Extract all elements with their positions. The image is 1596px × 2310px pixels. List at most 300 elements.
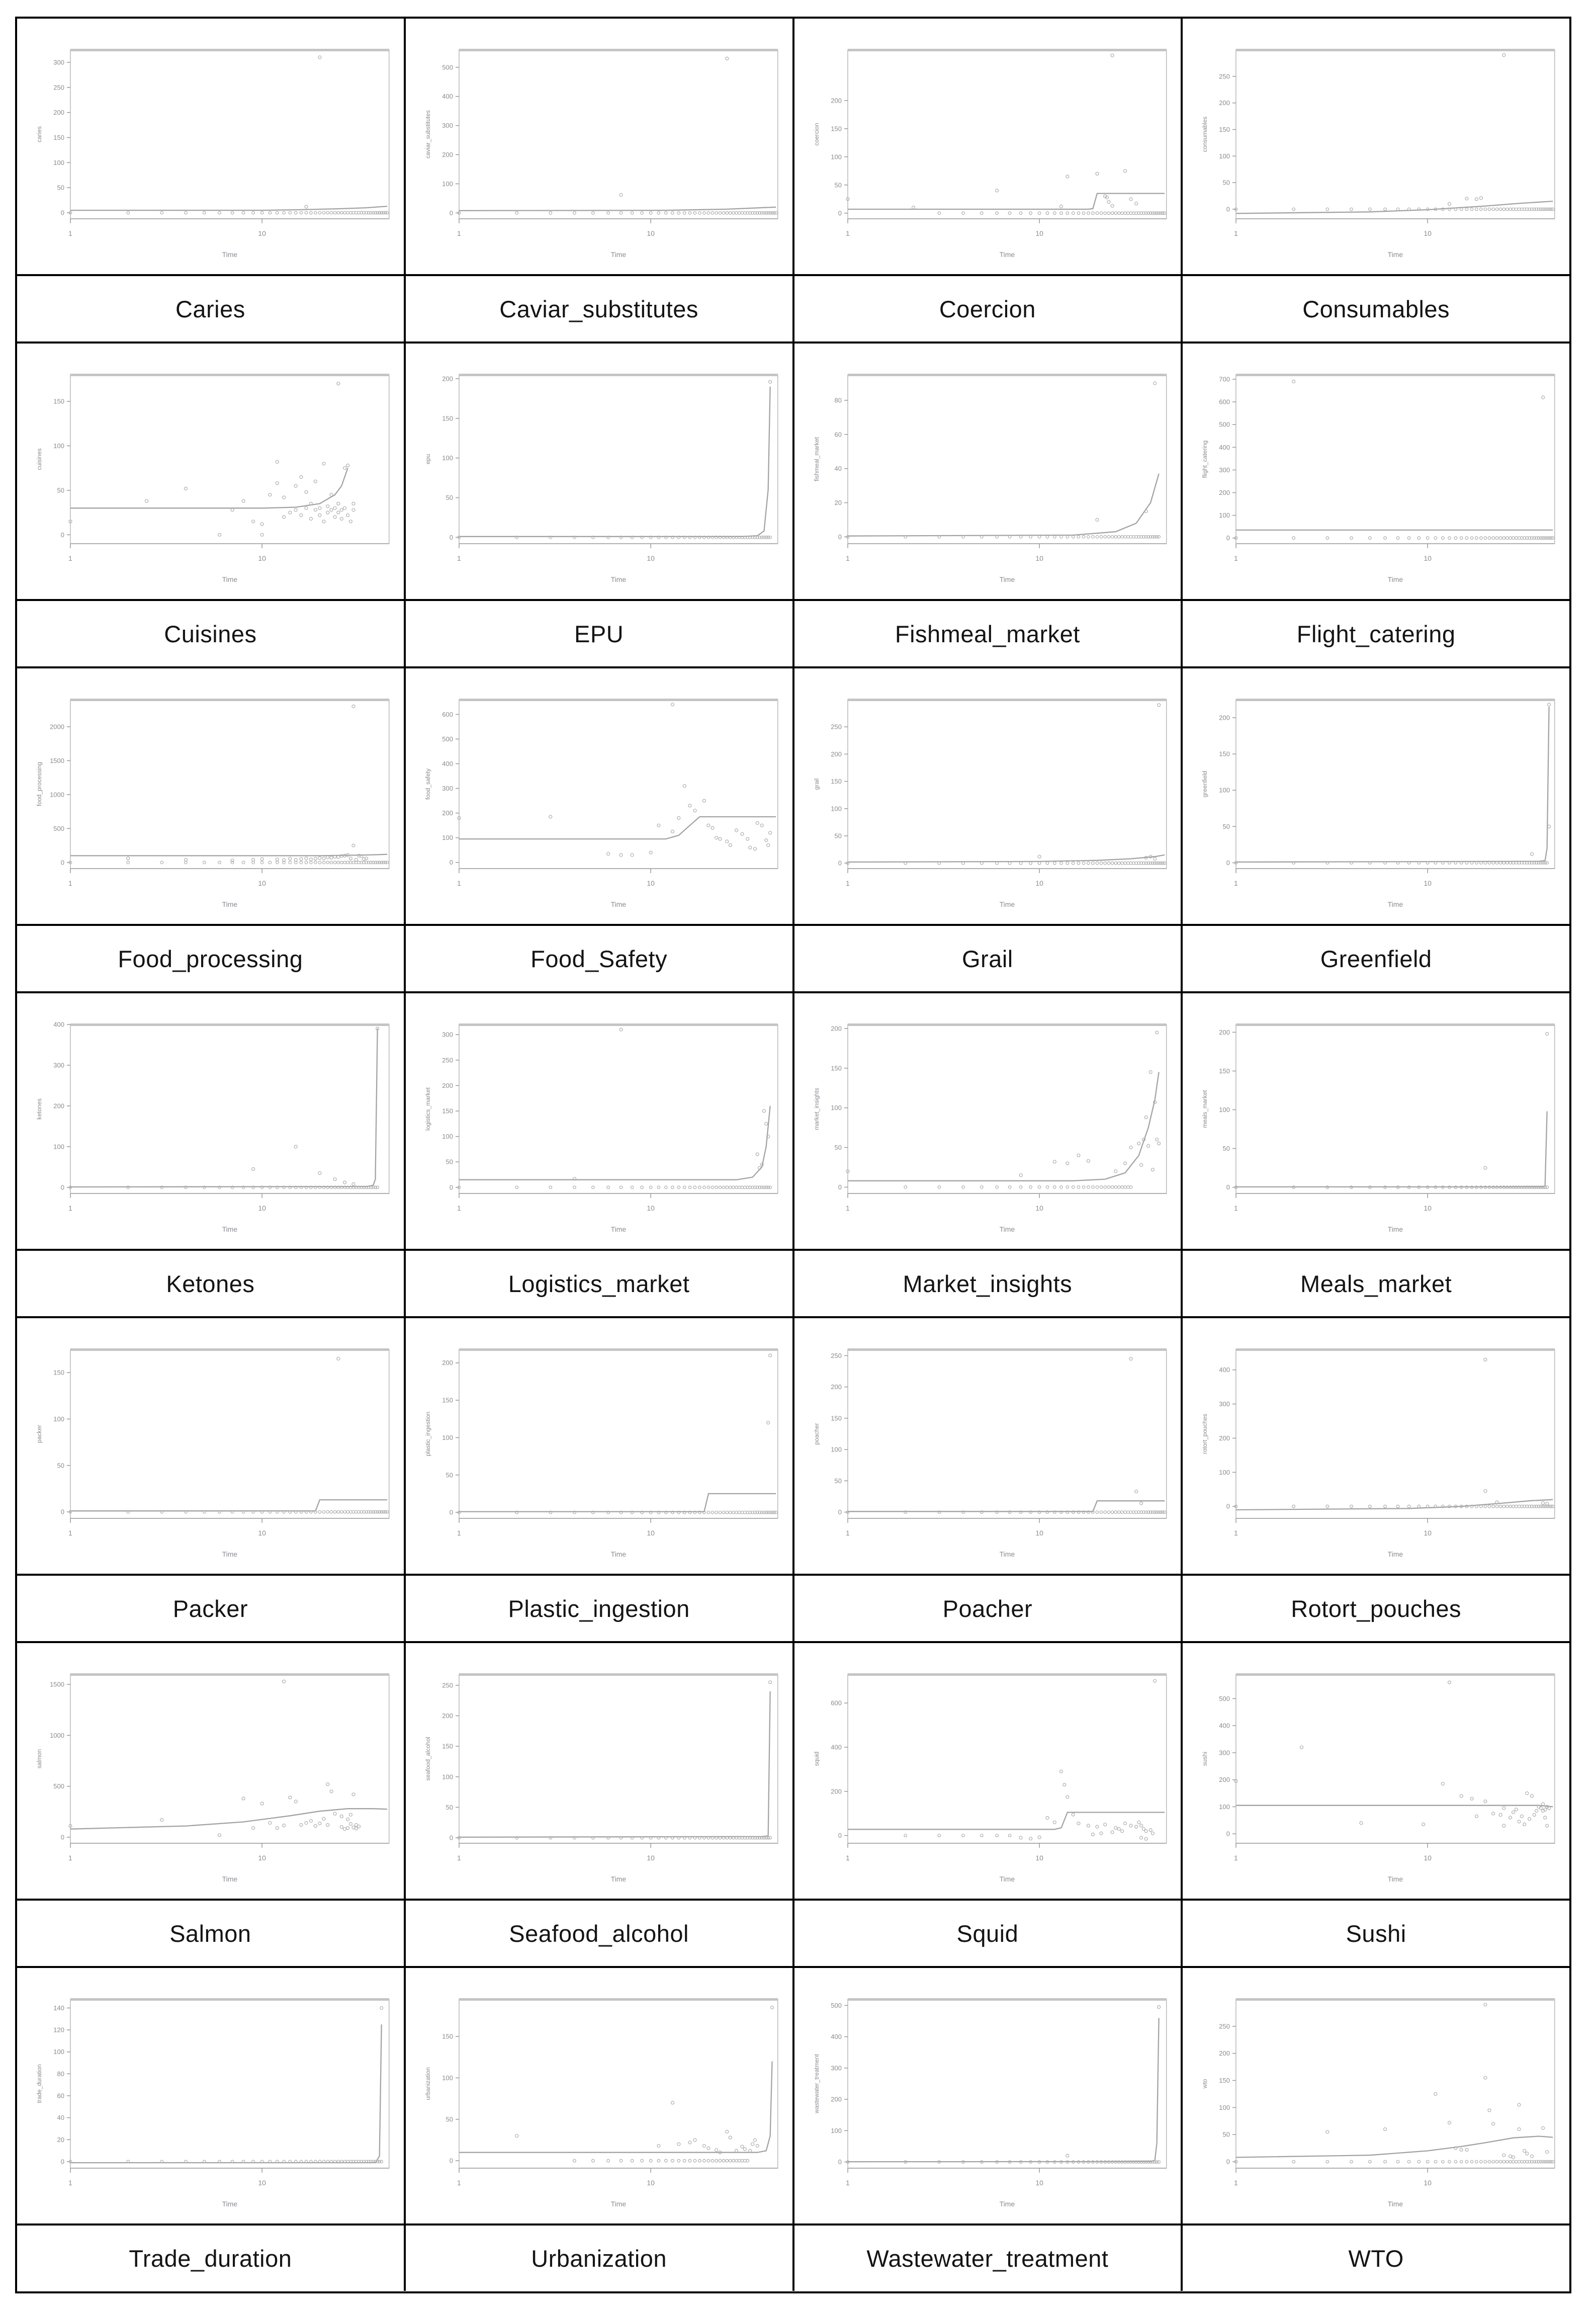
- chart-label-market-insights: [794, 1251, 1183, 1316]
- scatter-plot-svg: [1183, 993, 1569, 1249]
- chart-label-food-safety: [406, 926, 794, 991]
- x-axis-label: Time: [222, 1874, 238, 1884]
- x-axis-label: Time: [610, 1550, 626, 1559]
- plot-panel: [70, 374, 389, 544]
- svg-text:1: 1: [68, 879, 72, 888]
- svg-text:400: 400: [1219, 1366, 1230, 1374]
- x-axis-label: Time: [999, 2199, 1015, 2208]
- svg-text:50: 50: [446, 1158, 453, 1166]
- svg-text:150: 150: [442, 1396, 453, 1404]
- chart-logistics-market: [406, 993, 794, 1249]
- plot-row-5: [17, 1318, 1569, 1576]
- svg-text:1500: 1500: [50, 1680, 64, 1688]
- scatter-plot-svg: [794, 1968, 1181, 2223]
- svg-text:10: 10: [1035, 1853, 1043, 1862]
- x-axis-label: Time: [999, 1874, 1015, 1884]
- svg-text:0: 0: [60, 1183, 64, 1191]
- x-axis: [457, 869, 655, 908]
- svg-text:200: 200: [442, 375, 453, 383]
- chart-canvas-food-processing: [17, 668, 404, 924]
- x-axis: [457, 544, 655, 583]
- label-row-6: [17, 1901, 1569, 1968]
- plot-panel: [459, 1348, 778, 1518]
- svg-text:10: 10: [258, 229, 266, 238]
- svg-text:200: 200: [830, 1383, 842, 1391]
- chart-consumables: [1183, 19, 1569, 274]
- scatter-plot-svg: [17, 1968, 404, 2223]
- x-axis-label: Time: [222, 250, 238, 259]
- x-axis: [1234, 1843, 1432, 1883]
- svg-text:100: 100: [1219, 152, 1230, 160]
- svg-text:1: 1: [68, 2178, 72, 2187]
- label-row-7: [17, 2226, 1569, 2291]
- chart-label-text: Fishmeal_market: [895, 620, 1080, 647]
- chart-label-text: Squid: [956, 1920, 1019, 1947]
- svg-text:200: 200: [1219, 1776, 1230, 1784]
- svg-text:200: 200: [442, 1712, 453, 1720]
- svg-text:1: 1: [457, 1204, 461, 1213]
- svg-text:400: 400: [830, 1743, 842, 1751]
- svg-text:50: 50: [446, 494, 453, 502]
- chart-canvas-salmon: [17, 1643, 404, 1899]
- svg-text:300: 300: [830, 2064, 842, 2072]
- chart-canvas-greenfield: [1183, 668, 1569, 924]
- svg-text:10: 10: [1035, 1528, 1043, 1537]
- svg-text:100: 100: [1219, 1803, 1230, 1811]
- svg-text:1: 1: [1234, 879, 1238, 888]
- svg-text:10: 10: [258, 1528, 266, 1537]
- chart-food-safety: [406, 668, 794, 924]
- chart-label-logistics-market: [406, 1251, 794, 1316]
- svg-text:10: 10: [1424, 554, 1432, 563]
- svg-text:250: 250: [830, 723, 842, 731]
- chart-label-seafood-alcohol: [406, 1901, 794, 1966]
- chart-grail: [794, 668, 1183, 924]
- svg-text:100: 100: [442, 454, 453, 462]
- svg-text:400: 400: [1219, 443, 1230, 451]
- x-axis-label: Time: [610, 575, 626, 584]
- x-axis: [1234, 1518, 1432, 1558]
- chart-greenfield: [1183, 668, 1569, 924]
- x-axis: [68, 219, 266, 259]
- svg-text:100: 100: [442, 1773, 453, 1781]
- chart-cuisines: [17, 344, 406, 599]
- svg-text:10: 10: [1424, 1204, 1432, 1213]
- svg-text:50: 50: [834, 1144, 842, 1152]
- label-row-4: [17, 1251, 1569, 1318]
- scatter-plot-svg: [17, 1318, 404, 1574]
- y-axis-label: greenfield: [1201, 771, 1209, 798]
- chart-canvas-plastic-ingestion: [406, 1318, 792, 1574]
- svg-text:1: 1: [1234, 2178, 1238, 2187]
- svg-text:80: 80: [57, 2070, 64, 2078]
- svg-text:150: 150: [442, 414, 453, 422]
- plot-panel: [70, 1023, 389, 1193]
- chart-canvas-grail: [794, 668, 1181, 924]
- svg-text:1: 1: [845, 1204, 850, 1213]
- plot-panel: [459, 49, 778, 219]
- scatter-plot-svg: [1183, 19, 1569, 274]
- svg-text:200: 200: [1219, 99, 1230, 107]
- scatter-plot-svg: [406, 344, 792, 599]
- svg-text:200: 200: [442, 1081, 453, 1089]
- y-axis-label: wto: [1201, 2079, 1209, 2089]
- x-axis-label: Time: [1387, 1550, 1403, 1559]
- svg-text:0: 0: [838, 859, 842, 867]
- svg-text:1: 1: [457, 1853, 461, 1862]
- chart-canvas-cuisines: [17, 344, 404, 599]
- chart-salmon: [17, 1643, 406, 1899]
- x-axis-label: Time: [1387, 1225, 1403, 1234]
- plot-panel: [1236, 1673, 1555, 1843]
- chart-label-fishmeal-market: [794, 601, 1183, 666]
- svg-text:50: 50: [1222, 2130, 1230, 2138]
- svg-text:200: 200: [830, 2095, 842, 2103]
- y-axis: [424, 1031, 459, 1191]
- y-axis: [36, 398, 70, 539]
- svg-text:600: 600: [1219, 398, 1230, 406]
- scatter-plot-svg: [406, 1643, 792, 1899]
- svg-text:10: 10: [647, 1528, 655, 1537]
- plot-panel: [847, 1348, 1166, 1518]
- svg-text:50: 50: [834, 1477, 842, 1485]
- svg-text:100: 100: [442, 2074, 453, 2082]
- x-axis-label: Time: [222, 575, 238, 584]
- svg-text:1: 1: [1234, 1204, 1238, 1213]
- x-axis: [1234, 869, 1432, 908]
- scatter-plot-svg: [1183, 668, 1569, 924]
- y-axis: [813, 97, 847, 217]
- svg-text:300: 300: [1219, 1749, 1230, 1757]
- x-axis: [68, 544, 266, 583]
- chart-label-text: Packer: [172, 1595, 248, 1622]
- y-axis-label: market_insights: [813, 1088, 820, 1130]
- svg-text:200: 200: [1219, 1028, 1230, 1036]
- svg-text:100: 100: [53, 1143, 64, 1151]
- svg-text:0: 0: [60, 859, 64, 867]
- y-axis-label: poacher: [813, 1423, 820, 1445]
- svg-text:100: 100: [1219, 1106, 1230, 1114]
- svg-text:50: 50: [834, 181, 842, 189]
- svg-text:50: 50: [446, 1471, 453, 1479]
- svg-text:60: 60: [57, 2092, 64, 2100]
- svg-text:0: 0: [449, 1834, 453, 1842]
- x-axis-label: Time: [610, 900, 626, 909]
- svg-text:10: 10: [647, 2178, 655, 2187]
- chart-label-squid: [794, 1901, 1183, 1966]
- plot-panel: [847, 1673, 1166, 1843]
- x-axis-label: Time: [222, 2199, 238, 2208]
- x-axis: [846, 544, 1043, 583]
- chart-label-text: Greenfield: [1320, 945, 1432, 972]
- svg-text:50: 50: [1222, 1145, 1230, 1153]
- plot-panel: [70, 49, 389, 219]
- x-axis: [68, 1518, 266, 1558]
- svg-text:10: 10: [1035, 2178, 1043, 2187]
- x-axis-label: Time: [1387, 2199, 1403, 2208]
- svg-text:300: 300: [53, 1061, 64, 1069]
- chart-canvas-meals-market: [1183, 993, 1569, 1249]
- x-axis: [1234, 219, 1432, 259]
- svg-text:300: 300: [1219, 466, 1230, 474]
- svg-text:250: 250: [830, 1351, 842, 1359]
- chart-coercion: [794, 19, 1183, 274]
- scatter-plot-svg: [1183, 1318, 1569, 1574]
- y-axis: [36, 2004, 70, 2165]
- x-axis: [457, 219, 655, 259]
- plot-panel: [459, 1023, 778, 1193]
- chart-label-greenfield: [1183, 926, 1569, 991]
- svg-text:100: 100: [53, 1415, 64, 1423]
- x-axis: [1234, 2168, 1432, 2208]
- svg-text:150: 150: [1219, 2077, 1230, 2085]
- chart-sushi: [1183, 1643, 1569, 1899]
- svg-text:50: 50: [1222, 822, 1230, 830]
- svg-text:1000: 1000: [50, 791, 64, 799]
- y-axis-label: logistics_market: [424, 1087, 431, 1131]
- svg-text:150: 150: [442, 2032, 453, 2040]
- svg-text:1: 1: [845, 1528, 850, 1537]
- chart-meals-market: [1183, 993, 1569, 1249]
- svg-text:10: 10: [1035, 1204, 1043, 1213]
- x-axis: [846, 1843, 1043, 1883]
- plot-panel: [847, 374, 1166, 544]
- chart-grid-table: [15, 17, 1571, 2293]
- chart-seafood-alcohol: [406, 1643, 794, 1899]
- svg-text:400: 400: [1219, 1722, 1230, 1730]
- svg-text:150: 150: [53, 397, 64, 405]
- chart-canvas-epu: [406, 344, 792, 599]
- svg-text:10: 10: [1424, 1853, 1432, 1862]
- svg-text:0: 0: [838, 2158, 842, 2166]
- svg-text:1: 1: [457, 879, 461, 888]
- y-axis-label: fishmeal_market: [813, 437, 820, 481]
- svg-text:0: 0: [838, 1832, 842, 1840]
- svg-text:100: 100: [53, 2048, 64, 2056]
- svg-text:150: 150: [1219, 1067, 1230, 1075]
- svg-text:10: 10: [1424, 1528, 1432, 1537]
- x-axis-label: Time: [610, 2199, 626, 2208]
- svg-text:0: 0: [60, 531, 64, 539]
- chart-label-text: EPU: [574, 620, 624, 647]
- scatter-plot-svg: [794, 668, 1181, 924]
- svg-text:150: 150: [830, 125, 842, 133]
- x-axis: [1234, 1193, 1432, 1233]
- svg-text:0: 0: [838, 209, 842, 217]
- chart-urbanization: [406, 1968, 794, 2223]
- svg-text:500: 500: [442, 735, 453, 743]
- y-axis: [813, 2002, 847, 2166]
- svg-text:500: 500: [830, 2001, 842, 2009]
- svg-text:150: 150: [830, 1064, 842, 1072]
- svg-text:10: 10: [647, 879, 655, 888]
- svg-text:10: 10: [1035, 879, 1043, 888]
- y-axis-label: salmon: [35, 1749, 43, 1769]
- svg-text:1: 1: [68, 554, 72, 563]
- label-row-2: [17, 601, 1569, 668]
- x-axis: [457, 2168, 655, 2208]
- chart-label-consumables: [1183, 276, 1569, 341]
- plot-row-4: [17, 993, 1569, 1251]
- plot-panel: [1236, 699, 1555, 869]
- chart-canvas-seafood-alcohol: [406, 1643, 792, 1899]
- svg-text:2000: 2000: [50, 723, 64, 731]
- svg-text:0: 0: [838, 533, 842, 541]
- chart-label-text: Coercion: [939, 295, 1036, 322]
- chart-canvas-rotort-pouches: [1183, 1318, 1569, 1574]
- svg-text:0: 0: [1226, 2158, 1230, 2166]
- svg-text:10: 10: [1035, 554, 1043, 563]
- svg-text:1: 1: [845, 2178, 850, 2187]
- x-axis-label: Time: [610, 1225, 626, 1234]
- svg-text:0: 0: [60, 2158, 64, 2166]
- scatter-plot-svg: [1183, 1643, 1569, 1899]
- svg-text:100: 100: [53, 158, 64, 166]
- y-axis-label: trade_duration: [35, 2064, 43, 2103]
- svg-text:0: 0: [1226, 1183, 1230, 1191]
- x-axis-label: Time: [999, 900, 1015, 909]
- svg-text:100: 100: [1219, 786, 1230, 794]
- x-axis-label: Time: [610, 250, 626, 259]
- chart-label-text: Trade_duration: [129, 2245, 292, 2272]
- chart-canvas-caviar-substitutes: [406, 19, 792, 274]
- chart-label-urbanization: [406, 2226, 794, 2291]
- chart-canvas-fishmeal-market: [794, 344, 1181, 599]
- chart-ketones: [17, 993, 406, 1249]
- y-axis: [1201, 1029, 1236, 1191]
- chart-squid: [794, 1643, 1183, 1899]
- svg-text:50: 50: [834, 832, 842, 840]
- y-axis: [813, 723, 847, 867]
- svg-text:0: 0: [449, 533, 453, 541]
- scatter-plot-svg: [406, 1318, 792, 1574]
- chart-label-sushi: [1183, 1901, 1569, 1966]
- y-axis: [1201, 714, 1236, 867]
- chart-label-text: Food_processing: [118, 945, 303, 972]
- svg-text:200: 200: [830, 1787, 842, 1795]
- scatter-plot-svg: [1183, 1968, 1569, 2223]
- svg-text:0: 0: [449, 859, 453, 867]
- y-axis: [36, 1681, 70, 1841]
- svg-text:10: 10: [258, 1853, 266, 1862]
- scatter-plot-svg: [406, 668, 792, 924]
- x-axis: [846, 869, 1043, 908]
- chart-label-meals-market: [1183, 1251, 1569, 1316]
- chart-packer: [17, 1318, 406, 1574]
- y-axis: [424, 1681, 459, 1841]
- svg-text:150: 150: [442, 1742, 453, 1750]
- y-axis-label: consumables: [1201, 116, 1209, 152]
- svg-text:1: 1: [457, 229, 461, 238]
- svg-text:1: 1: [1234, 1853, 1238, 1862]
- plot-panel: [70, 1998, 389, 2168]
- x-axis-label: Time: [999, 575, 1015, 584]
- svg-text:1: 1: [457, 554, 461, 563]
- chart-canvas-wastewater-treatment: [794, 1968, 1181, 2223]
- svg-text:200: 200: [442, 151, 453, 159]
- y-axis-label: urbanization: [424, 2067, 431, 2100]
- chart-label-text: Caviar_substitutes: [499, 295, 698, 322]
- x-axis: [1234, 544, 1432, 583]
- chart-label-text: Food_Safety: [530, 945, 668, 972]
- svg-text:0: 0: [838, 1508, 842, 1516]
- x-axis: [68, 2168, 266, 2208]
- label-row-1: [17, 276, 1569, 344]
- chart-label-text: Ketones: [166, 1270, 255, 1297]
- plot-panel: [459, 1673, 778, 1843]
- svg-text:100: 100: [830, 153, 842, 161]
- chart-label-epu: [406, 601, 794, 666]
- chart-label-text: Salmon: [169, 1920, 251, 1947]
- scatter-plot-svg: [794, 1643, 1181, 1899]
- x-axis: [846, 1193, 1043, 1233]
- chart-label-text: Plastic_ingestion: [508, 1595, 690, 1622]
- y-axis-label: food_safety: [424, 768, 431, 800]
- y-axis: [424, 2033, 459, 2165]
- svg-text:500: 500: [1219, 1694, 1230, 1702]
- plot-row-6: [17, 1643, 1569, 1901]
- svg-text:600: 600: [442, 710, 453, 718]
- x-axis-label: Time: [1387, 900, 1403, 909]
- svg-text:200: 200: [1219, 1434, 1230, 1442]
- plot-row-7: [17, 1968, 1569, 2226]
- y-axis-label: caries: [35, 126, 43, 142]
- svg-text:300: 300: [442, 122, 453, 130]
- chart-label-grail: [794, 926, 1183, 991]
- svg-text:150: 150: [53, 1368, 64, 1377]
- y-axis: [36, 1369, 70, 1516]
- chart-label-text: Wastewater_treatment: [866, 2245, 1109, 2272]
- scatter-plot-svg: [17, 1643, 404, 1899]
- chart-label-text: Rotort_pouches: [1291, 1595, 1462, 1622]
- y-axis: [424, 1359, 459, 1516]
- y-axis: [1201, 1366, 1236, 1510]
- svg-text:10: 10: [258, 1204, 266, 1213]
- chart-label-text: Meals_market: [1300, 1270, 1452, 1297]
- svg-text:250: 250: [442, 1056, 453, 1064]
- y-axis: [424, 63, 459, 217]
- plot-panel: [847, 1998, 1166, 2168]
- svg-text:150: 150: [442, 1107, 453, 1115]
- svg-text:10: 10: [647, 1853, 655, 1862]
- svg-text:400: 400: [442, 93, 453, 101]
- chart-caviar-substitutes: [406, 19, 794, 274]
- svg-text:200: 200: [53, 1102, 64, 1110]
- svg-text:0: 0: [60, 1508, 64, 1516]
- svg-text:0: 0: [838, 1183, 842, 1191]
- svg-text:100: 100: [442, 834, 453, 842]
- svg-text:400: 400: [53, 1020, 64, 1029]
- scatter-plot-svg: [794, 993, 1181, 1249]
- svg-text:700: 700: [1219, 375, 1230, 383]
- svg-text:300: 300: [442, 785, 453, 793]
- svg-text:1: 1: [845, 229, 850, 238]
- chart-label-food-processing: [17, 926, 406, 991]
- y-axis-label: sushi: [1201, 1752, 1209, 1766]
- svg-text:50: 50: [446, 1803, 453, 1811]
- chart-wastewater-treatment: [794, 1968, 1183, 2223]
- chart-label-ketones: [17, 1251, 406, 1316]
- chart-label-coercion: [794, 276, 1183, 341]
- svg-text:400: 400: [830, 2033, 842, 2041]
- chart-canvas-food-safety: [406, 668, 792, 924]
- svg-text:50: 50: [57, 184, 64, 192]
- svg-text:1: 1: [68, 229, 72, 238]
- chart-plastic-ingestion: [406, 1318, 794, 1574]
- y-axis: [813, 1699, 847, 1840]
- chart-canvas-coercion: [794, 19, 1181, 274]
- svg-text:10: 10: [258, 879, 266, 888]
